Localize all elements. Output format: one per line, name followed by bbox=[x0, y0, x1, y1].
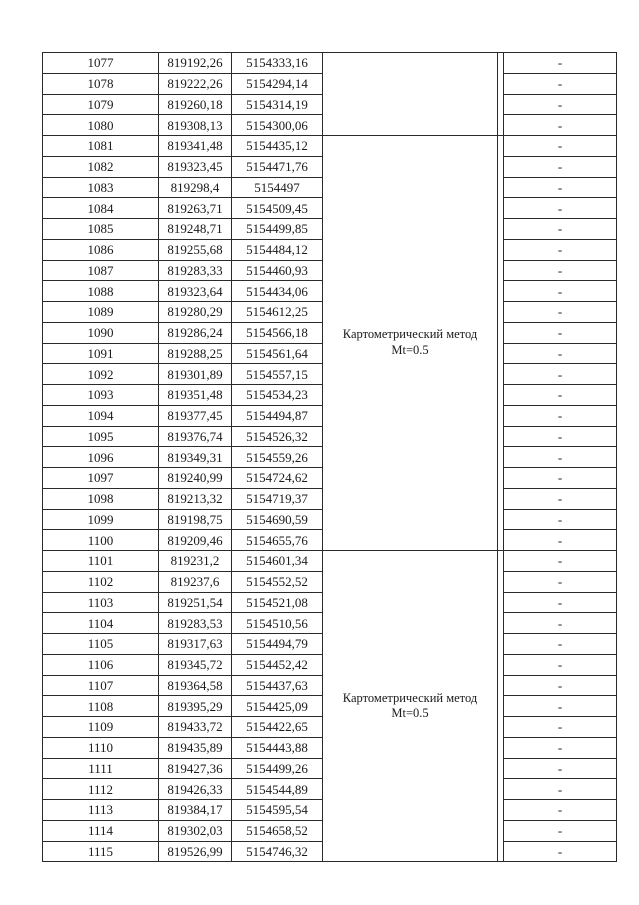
point-number-cell: 1089 bbox=[43, 302, 159, 323]
x-coordinate-cell: 819255,68 bbox=[159, 239, 232, 260]
point-number-cell: 1078 bbox=[43, 73, 159, 94]
value-cell: - bbox=[504, 613, 617, 634]
point-number-cell: 1100 bbox=[43, 530, 159, 551]
table-row bbox=[43, 53, 617, 74]
point-number-cell: 1083 bbox=[43, 177, 159, 198]
y-coordinate-cell: 5154719,37 bbox=[232, 488, 323, 509]
method-cell: Картометрический метод Mt=0.5 bbox=[323, 551, 498, 862]
y-coordinate-cell: 5154333,16 bbox=[232, 53, 323, 74]
x-coordinate-cell: 819283,33 bbox=[159, 260, 232, 281]
x-coordinate-cell: 819433,72 bbox=[159, 717, 232, 738]
coordinates-table-body bbox=[43, 53, 617, 862]
y-coordinate-cell: 5154552,52 bbox=[232, 571, 323, 592]
x-coordinate-cell: 819213,32 bbox=[159, 488, 232, 509]
point-number-cell: 1079 bbox=[43, 94, 159, 115]
point-number-cell: 1098 bbox=[43, 488, 159, 509]
point-number-cell: 1111 bbox=[43, 758, 159, 779]
y-coordinate-cell: 5154494,87 bbox=[232, 405, 323, 426]
point-number-cell: 1093 bbox=[43, 385, 159, 406]
x-coordinate-cell: 819237,6 bbox=[159, 571, 232, 592]
x-coordinate-cell: 819209,46 bbox=[159, 530, 232, 551]
value-cell: - bbox=[504, 239, 617, 260]
x-coordinate-cell: 819345,72 bbox=[159, 654, 232, 675]
value-cell: - bbox=[504, 551, 617, 572]
x-coordinate-cell: 819283,53 bbox=[159, 613, 232, 634]
x-coordinate-cell: 819301,89 bbox=[159, 364, 232, 385]
y-coordinate-cell: 5154658,52 bbox=[232, 820, 323, 841]
x-coordinate-cell: 819351,48 bbox=[159, 385, 232, 406]
y-coordinate-cell: 5154435,12 bbox=[232, 136, 323, 157]
point-number-cell: 1094 bbox=[43, 405, 159, 426]
y-coordinate-cell: 5154443,88 bbox=[232, 737, 323, 758]
x-coordinate-cell: 819377,45 bbox=[159, 405, 232, 426]
y-coordinate-cell: 5154557,15 bbox=[232, 364, 323, 385]
y-coordinate-cell: 5154655,76 bbox=[232, 530, 323, 551]
value-cell: - bbox=[504, 53, 617, 74]
y-coordinate-cell: 5154434,06 bbox=[232, 281, 323, 302]
y-coordinate-cell: 5154559,26 bbox=[232, 447, 323, 468]
y-coordinate-cell: 5154437,63 bbox=[232, 675, 323, 696]
point-number-cell: 1102 bbox=[43, 571, 159, 592]
point-number-cell: 1092 bbox=[43, 364, 159, 385]
value-cell: - bbox=[504, 820, 617, 841]
y-coordinate-cell: 5154294,14 bbox=[232, 73, 323, 94]
x-coordinate-cell: 819298,4 bbox=[159, 177, 232, 198]
y-coordinate-cell: 5154534,23 bbox=[232, 385, 323, 406]
y-coordinate-cell: 5154595,54 bbox=[232, 800, 323, 821]
y-coordinate-cell: 5154422,65 bbox=[232, 717, 323, 738]
point-number-cell: 1112 bbox=[43, 779, 159, 800]
point-number-cell: 1113 bbox=[43, 800, 159, 821]
y-coordinate-cell: 5154499,85 bbox=[232, 219, 323, 240]
x-coordinate-cell: 819427,36 bbox=[159, 758, 232, 779]
x-coordinate-cell: 819198,75 bbox=[159, 509, 232, 530]
point-number-cell: 1096 bbox=[43, 447, 159, 468]
x-coordinate-cell: 819323,45 bbox=[159, 156, 232, 177]
value-cell: - bbox=[504, 841, 617, 862]
point-number-cell: 1110 bbox=[43, 737, 159, 758]
value-cell: - bbox=[504, 302, 617, 323]
y-coordinate-cell: 5154566,18 bbox=[232, 322, 323, 343]
y-coordinate-cell: 5154544,89 bbox=[232, 779, 323, 800]
x-coordinate-cell: 819251,54 bbox=[159, 592, 232, 613]
point-number-cell: 1084 bbox=[43, 198, 159, 219]
x-coordinate-cell: 819280,29 bbox=[159, 302, 232, 323]
value-cell: - bbox=[504, 800, 617, 821]
x-coordinate-cell: 819364,58 bbox=[159, 675, 232, 696]
y-coordinate-cell: 5154300,06 bbox=[232, 115, 323, 136]
method-cell bbox=[323, 53, 498, 136]
value-cell: - bbox=[504, 447, 617, 468]
value-cell: - bbox=[504, 281, 617, 302]
x-coordinate-cell: 819240,99 bbox=[159, 468, 232, 489]
x-coordinate-cell: 819376,74 bbox=[159, 426, 232, 447]
value-cell: - bbox=[504, 94, 617, 115]
table-row bbox=[43, 136, 617, 157]
value-cell: - bbox=[504, 758, 617, 779]
value-cell: - bbox=[504, 260, 617, 281]
value-cell: - bbox=[504, 405, 617, 426]
value-cell: - bbox=[504, 571, 617, 592]
value-cell: - bbox=[504, 509, 617, 530]
value-cell: - bbox=[504, 198, 617, 219]
point-number-cell: 1114 bbox=[43, 820, 159, 841]
value-cell: - bbox=[504, 675, 617, 696]
x-coordinate-cell: 819341,48 bbox=[159, 136, 232, 157]
point-number-cell: 1080 bbox=[43, 115, 159, 136]
point-number-cell: 1115 bbox=[43, 841, 159, 862]
value-cell: - bbox=[504, 779, 617, 800]
point-number-cell: 1107 bbox=[43, 675, 159, 696]
y-coordinate-cell: 5154471,76 bbox=[232, 156, 323, 177]
value-cell: - bbox=[504, 654, 617, 675]
point-number-cell: 1109 bbox=[43, 717, 159, 738]
x-coordinate-cell: 819288,25 bbox=[159, 343, 232, 364]
x-coordinate-cell: 819526,99 bbox=[159, 841, 232, 862]
point-number-cell: 1091 bbox=[43, 343, 159, 364]
value-cell: - bbox=[504, 592, 617, 613]
x-coordinate-cell: 819248,71 bbox=[159, 219, 232, 240]
point-number-cell: 1088 bbox=[43, 281, 159, 302]
table-row bbox=[43, 551, 617, 572]
point-number-cell: 1106 bbox=[43, 654, 159, 675]
value-cell: - bbox=[504, 737, 617, 758]
y-coordinate-cell: 5154425,09 bbox=[232, 696, 323, 717]
point-number-cell: 1095 bbox=[43, 426, 159, 447]
point-number-cell: 1087 bbox=[43, 260, 159, 281]
value-cell: - bbox=[504, 177, 617, 198]
point-number-cell: 1097 bbox=[43, 468, 159, 489]
value-cell: - bbox=[504, 322, 617, 343]
point-number-cell: 1105 bbox=[43, 634, 159, 655]
x-coordinate-cell: 819192,26 bbox=[159, 53, 232, 74]
x-coordinate-cell: 819426,33 bbox=[159, 779, 232, 800]
point-number-cell: 1081 bbox=[43, 136, 159, 157]
value-cell: - bbox=[504, 634, 617, 655]
y-coordinate-cell: 5154494,79 bbox=[232, 634, 323, 655]
value-cell: - bbox=[504, 530, 617, 551]
x-coordinate-cell: 819384,17 bbox=[159, 800, 232, 821]
y-coordinate-cell: 5154521,08 bbox=[232, 592, 323, 613]
point-number-cell: 1101 bbox=[43, 551, 159, 572]
value-cell: - bbox=[504, 343, 617, 364]
x-coordinate-cell: 819435,89 bbox=[159, 737, 232, 758]
y-coordinate-cell: 5154460,93 bbox=[232, 260, 323, 281]
y-coordinate-cell: 5154601,34 bbox=[232, 551, 323, 572]
value-cell: - bbox=[504, 488, 617, 509]
y-coordinate-cell: 5154509,45 bbox=[232, 198, 323, 219]
point-number-cell: 1086 bbox=[43, 239, 159, 260]
y-coordinate-cell: 5154724,62 bbox=[232, 468, 323, 489]
point-number-cell: 1090 bbox=[43, 322, 159, 343]
x-coordinate-cell: 819308,13 bbox=[159, 115, 232, 136]
point-number-cell: 1085 bbox=[43, 219, 159, 240]
y-coordinate-cell: 5154497 bbox=[232, 177, 323, 198]
x-coordinate-cell: 819349,31 bbox=[159, 447, 232, 468]
y-coordinate-cell: 5154690,59 bbox=[232, 509, 323, 530]
y-coordinate-cell: 5154526,32 bbox=[232, 426, 323, 447]
value-cell: - bbox=[504, 468, 617, 489]
value-cell: - bbox=[504, 385, 617, 406]
x-coordinate-cell: 819286,24 bbox=[159, 322, 232, 343]
x-coordinate-cell: 819231,2 bbox=[159, 551, 232, 572]
point-number-cell: 1103 bbox=[43, 592, 159, 613]
point-number-cell: 1108 bbox=[43, 696, 159, 717]
value-cell: - bbox=[504, 115, 617, 136]
value-cell: - bbox=[504, 364, 617, 385]
y-coordinate-cell: 5154314,19 bbox=[232, 94, 323, 115]
x-coordinate-cell: 819263,71 bbox=[159, 198, 232, 219]
x-coordinate-cell: 819222,26 bbox=[159, 73, 232, 94]
x-coordinate-cell: 819302,03 bbox=[159, 820, 232, 841]
value-cell: - bbox=[504, 156, 617, 177]
y-coordinate-cell: 5154561,64 bbox=[232, 343, 323, 364]
value-cell: - bbox=[504, 426, 617, 447]
y-coordinate-cell: 5154452,42 bbox=[232, 654, 323, 675]
x-coordinate-cell: 819317,63 bbox=[159, 634, 232, 655]
y-coordinate-cell: 5154510,56 bbox=[232, 613, 323, 634]
x-coordinate-cell: 819260,18 bbox=[159, 94, 232, 115]
value-cell: - bbox=[504, 696, 617, 717]
value-cell: - bbox=[504, 717, 617, 738]
point-number-cell: 1099 bbox=[43, 509, 159, 530]
y-coordinate-cell: 5154499,26 bbox=[232, 758, 323, 779]
x-coordinate-cell: 819395,29 bbox=[159, 696, 232, 717]
point-number-cell: 1104 bbox=[43, 613, 159, 634]
value-cell: - bbox=[504, 219, 617, 240]
x-coordinate-cell: 819323,64 bbox=[159, 281, 232, 302]
coordinates-table bbox=[42, 52, 617, 862]
y-coordinate-cell: 5154746,32 bbox=[232, 841, 323, 862]
point-number-cell: 1077 bbox=[43, 53, 159, 74]
point-number-cell: 1082 bbox=[43, 156, 159, 177]
value-cell: - bbox=[504, 136, 617, 157]
value-cell: - bbox=[504, 73, 617, 94]
y-coordinate-cell: 5154612,25 bbox=[232, 302, 323, 323]
method-cell: Картометрический метод Mt=0.5 bbox=[323, 136, 498, 551]
y-coordinate-cell: 5154484,12 bbox=[232, 239, 323, 260]
